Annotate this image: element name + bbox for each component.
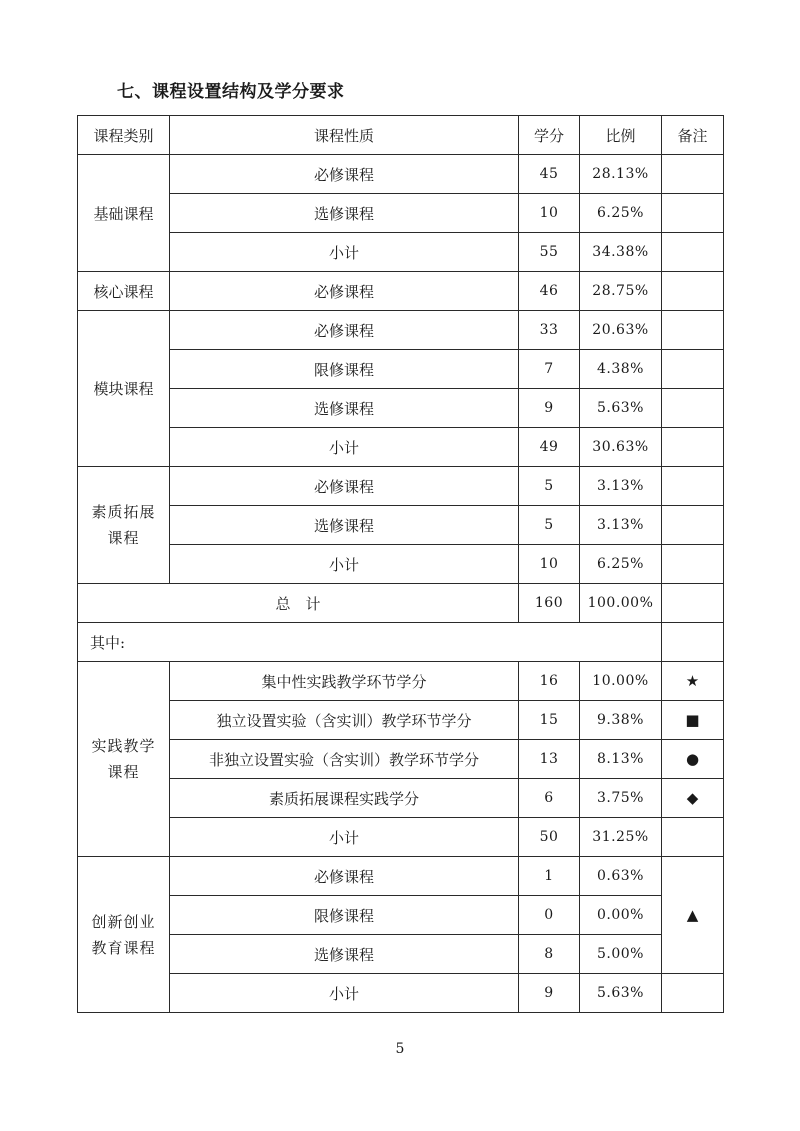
note-cell — [662, 818, 724, 857]
category-cell: 素质拓展课程 — [78, 467, 170, 584]
credit-structure-table — [77, 115, 724, 1013]
table-row — [78, 233, 724, 272]
nature-cell: 小计 — [170, 818, 519, 857]
table-row — [78, 194, 724, 233]
table-row — [78, 818, 724, 857]
note-cell — [662, 974, 724, 1013]
header-note: 备注 — [662, 116, 724, 155]
credits-cell: 13 — [519, 740, 580, 779]
nature-cell: 素质拓展课程实践学分 — [170, 779, 519, 818]
credits-cell: 1 — [519, 857, 580, 896]
nature-cell: 限修课程 — [170, 350, 519, 389]
table-row — [78, 974, 724, 1013]
nature-cell: 独立设置实验（含实训）教学环节学分 — [170, 701, 519, 740]
ratio-cell: 8.13% — [580, 740, 662, 779]
nature-cell: 必修课程 — [170, 857, 519, 896]
table-row — [78, 935, 724, 974]
ratio-cell: 5.63% — [580, 389, 662, 428]
category-cell: 创新创业教育课程 — [78, 857, 170, 1013]
nature-cell: 必修课程 — [170, 155, 519, 194]
table-row — [78, 311, 724, 350]
credits-cell: 49 — [519, 428, 580, 467]
note-cell — [662, 311, 724, 350]
table-row — [78, 857, 724, 896]
credits-cell: 50 — [519, 818, 580, 857]
ratio-cell: 0.00% — [580, 896, 662, 935]
note-cell — [662, 506, 724, 545]
ratio-cell: 5.63% — [580, 974, 662, 1013]
credits-cell: 10 — [519, 194, 580, 233]
credits-cell: 8 — [519, 935, 580, 974]
ratio-cell: 5.00% — [580, 935, 662, 974]
ratio-cell: 6.25% — [580, 194, 662, 233]
ratio-cell: 28.75% — [580, 272, 662, 311]
table-row — [78, 779, 724, 818]
note-cell — [662, 623, 724, 662]
category-cell: 实践教学课程 — [78, 662, 170, 857]
total-credits: 160 — [519, 584, 580, 623]
page-number: 5 — [395, 1041, 405, 1057]
header-ratio: 比例 — [580, 116, 662, 155]
star-icon: ★ — [662, 662, 724, 701]
header-credits: 学分 — [519, 116, 580, 155]
credits-cell: 45 — [519, 155, 580, 194]
total-label: 总 计 — [78, 584, 519, 623]
credits-cell: 15 — [519, 701, 580, 740]
credits-cell: 46 — [519, 272, 580, 311]
nature-cell: 集中性实践教学环节学分 — [170, 662, 519, 701]
table-row — [78, 467, 724, 506]
note-cell — [662, 467, 724, 506]
table-row — [78, 701, 724, 740]
ratio-cell: 0.63% — [580, 857, 662, 896]
credits-cell: 0 — [519, 896, 580, 935]
note-cell — [662, 350, 724, 389]
triangle-icon: ▲ — [662, 857, 724, 974]
table-row — [78, 389, 724, 428]
nature-cell: 选修课程 — [170, 506, 519, 545]
ratio-cell: 4.38% — [580, 350, 662, 389]
ratio-cell: 3.13% — [580, 467, 662, 506]
note-cell — [662, 428, 724, 467]
table-row — [78, 506, 724, 545]
credits-cell: 5 — [519, 467, 580, 506]
ratio-cell: 6.25% — [580, 545, 662, 584]
note-cell — [662, 194, 724, 233]
table-header-row — [78, 116, 724, 155]
note-cell — [662, 584, 724, 623]
table-row — [78, 896, 724, 935]
section-heading: 七、课程设置结构及学分要求 — [117, 82, 345, 102]
nature-cell: 非独立设置实验（含实训）教学环节学分 — [170, 740, 519, 779]
ratio-cell: 20.63% — [580, 311, 662, 350]
of-which-label: 其中: — [78, 623, 662, 662]
note-cell — [662, 545, 724, 584]
table-row — [78, 662, 724, 701]
nature-cell: 选修课程 — [170, 935, 519, 974]
credits-cell: 16 — [519, 662, 580, 701]
note-cell — [662, 155, 724, 194]
credits-cell: 9 — [519, 974, 580, 1013]
category-cell: 模块课程 — [78, 311, 170, 467]
ratio-cell: 9.38% — [580, 701, 662, 740]
nature-cell: 限修课程 — [170, 896, 519, 935]
header-category: 课程类别 — [78, 116, 170, 155]
table-row — [78, 545, 724, 584]
nature-cell: 小计 — [170, 233, 519, 272]
note-cell — [662, 272, 724, 311]
nature-cell: 必修课程 — [170, 311, 519, 350]
credits-cell: 9 — [519, 389, 580, 428]
table-row — [78, 740, 724, 779]
nature-cell: 小计 — [170, 974, 519, 1013]
of-which-row — [78, 623, 724, 662]
credits-cell: 5 — [519, 506, 580, 545]
nature-cell: 小计 — [170, 428, 519, 467]
credits-cell: 10 — [519, 545, 580, 584]
nature-cell: 必修课程 — [170, 272, 519, 311]
total-ratio: 100.00% — [580, 584, 662, 623]
table-row — [78, 272, 724, 311]
category-cell: 核心课程 — [78, 272, 170, 311]
credits-cell: 55 — [519, 233, 580, 272]
category-cell: 基础课程 — [78, 155, 170, 272]
diamond-icon: ◆ — [662, 779, 724, 818]
table-row — [78, 350, 724, 389]
circle-icon: ● — [662, 740, 724, 779]
nature-cell: 选修课程 — [170, 194, 519, 233]
ratio-cell: 10.00% — [580, 662, 662, 701]
ratio-cell: 31.25% — [580, 818, 662, 857]
table-row — [78, 155, 724, 194]
square-icon: ■ — [662, 701, 724, 740]
ratio-cell: 3.75% — [580, 779, 662, 818]
note-cell — [662, 389, 724, 428]
total-row — [78, 584, 724, 623]
ratio-cell: 3.13% — [580, 506, 662, 545]
nature-cell: 小计 — [170, 545, 519, 584]
ratio-cell: 28.13% — [580, 155, 662, 194]
credits-cell: 7 — [519, 350, 580, 389]
ratio-cell: 34.38% — [580, 233, 662, 272]
nature-cell: 必修课程 — [170, 467, 519, 506]
header-nature: 课程性质 — [170, 116, 519, 155]
nature-cell: 选修课程 — [170, 389, 519, 428]
ratio-cell: 30.63% — [580, 428, 662, 467]
note-cell — [662, 233, 724, 272]
table-row — [78, 428, 724, 467]
credits-cell: 33 — [519, 311, 580, 350]
credits-cell: 6 — [519, 779, 580, 818]
